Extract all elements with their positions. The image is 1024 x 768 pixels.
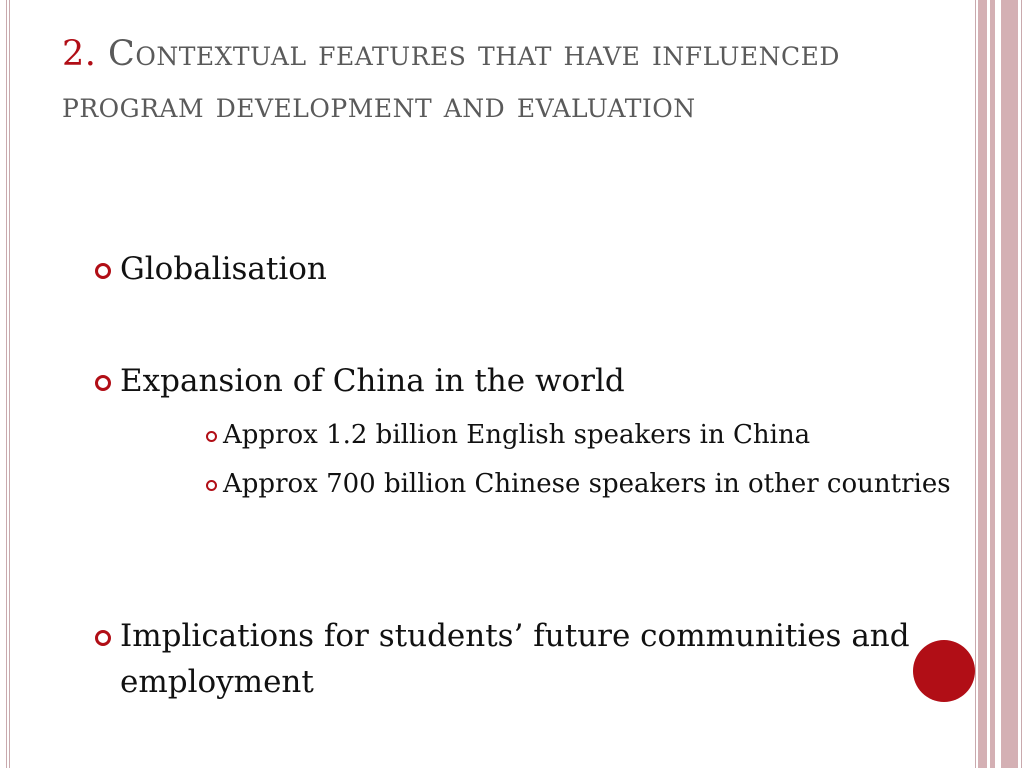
bullet-text: Expansion of China in the world <box>120 363 625 399</box>
right-border-band <box>978 0 987 768</box>
right-border-line <box>1021 0 1022 768</box>
left-border-line <box>9 0 10 768</box>
slide-title <box>62 28 922 132</box>
bullet-item <box>92 246 920 292</box>
bullet-text: Globalisation <box>120 251 327 287</box>
sub-bullet-item <box>203 416 953 454</box>
bullet-icon <box>95 630 111 646</box>
sub-bullet-icon <box>206 480 217 491</box>
right-border-line <box>975 0 976 768</box>
title-number: 2. <box>62 34 97 74</box>
left-border-line <box>6 0 7 768</box>
sub-bullet-icon <box>206 431 217 442</box>
sub-bullet-item <box>203 465 953 503</box>
accent-circle <box>913 640 975 702</box>
bullet-icon <box>95 375 111 391</box>
sub-bullet-text: Approx 700 billion Chinese speakers in other countries <box>223 469 951 499</box>
right-border-band <box>990 0 995 768</box>
bullet-text: Implications for students’ future communities and employment <box>120 618 910 700</box>
bullet-item <box>92 613 920 705</box>
bullet-item <box>92 358 920 404</box>
title-text: Contextual features that have influenced program development and evaluation <box>62 34 840 126</box>
sub-bullet-text: Approx 1.2 billion English speakers in China <box>223 420 811 450</box>
bullet-icon <box>95 263 111 279</box>
right-border-band <box>1001 0 1018 768</box>
